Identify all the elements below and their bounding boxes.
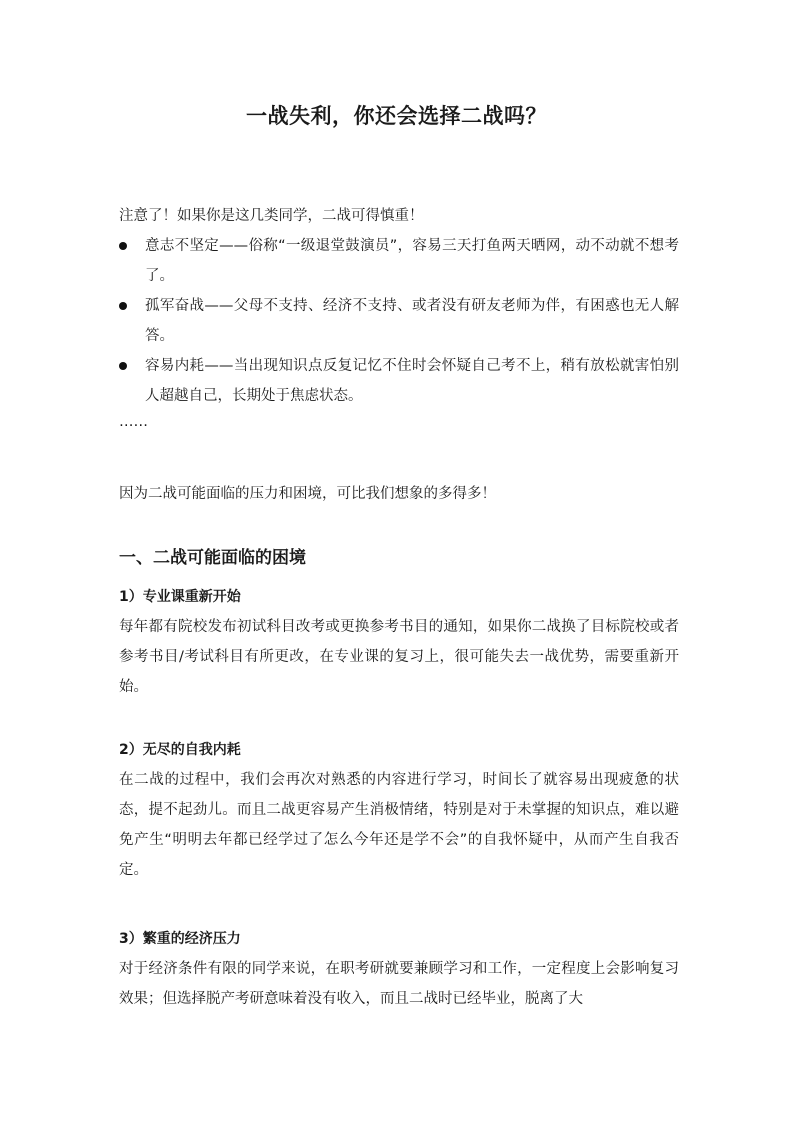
section-item-3 <box>119 924 679 1014</box>
bullet-item <box>119 291 679 351</box>
bullet-item <box>119 351 679 411</box>
sub-heading: 2）无尽的自我内耗 <box>119 742 241 758</box>
ellipsis-line: …… <box>119 414 148 430</box>
bullet-dot-icon <box>119 362 127 370</box>
sub-heading: 1）专业课重新开始 <box>119 589 241 605</box>
bullet-text: 容易内耗——当出现知识点反复记忆不住时会怀疑自己考不上，稍有放松就害怕别人超越自己，长期处于焦虑状态。 <box>145 358 679 404</box>
sub-paragraph: 对于经济条件有限的同学来说，在职考研就要兼顾学习和工作，一定程度上会影响复习效果；但选择脱产考研意味着没有收入，而且二战时已经毕业，脱离了大 <box>119 961 679 1007</box>
sub-heading: 3）繁重的经济压力 <box>119 931 241 947</box>
summary-line: 因为二战可能面临的压力和困境，可比我们想象的多得多！ <box>119 486 496 502</box>
bullet-dot-icon <box>119 302 127 310</box>
document-title: 一战失利，你还会选择二战吗？ <box>246 104 547 128</box>
section-item-1 <box>119 582 679 702</box>
bullet-dot-icon <box>119 242 127 250</box>
sub-paragraph: 每年都有院校发布初试科目改考或更换参考书目的通知，如果你二战换了目标院校或者参考书目/考试科目有所更改，在专业课的复习上，很可能失去一战优势，需要重新开始。 <box>119 619 679 695</box>
warning-line: 注意了！如果你是这几类同学，二战可得慎重！ <box>119 208 424 224</box>
bullet-text: 孤军奋战——父母不支持、经济不支持、或者没有研友老师为伴，有困惑也无人解答。 <box>145 298 679 344</box>
sub-paragraph: 在二战的过程中，我们会再次对熟悉的内容进行学习，时间长了就容易出现疲惫的状态，提不起劲儿。而且二战更容易产生消极情绪，特别是对于未掌握的知识点，难以避免产生“明明去年都已经学过了怎么今年还是学不会”的自我怀疑中，从而产生自我否定。 <box>119 772 679 878</box>
section-item-2 <box>119 735 679 885</box>
bullet-item <box>119 231 679 291</box>
bullet-text: 意志不坚定——俗称“一级退堂鼓演员”，容易三天打鱼两天晒网，动不动就不想考了。 <box>145 238 679 284</box>
intro-block <box>119 201 679 433</box>
summary-paragraph <box>119 479 679 509</box>
section-heading: 一、二战可能面临的困境 <box>119 548 306 568</box>
